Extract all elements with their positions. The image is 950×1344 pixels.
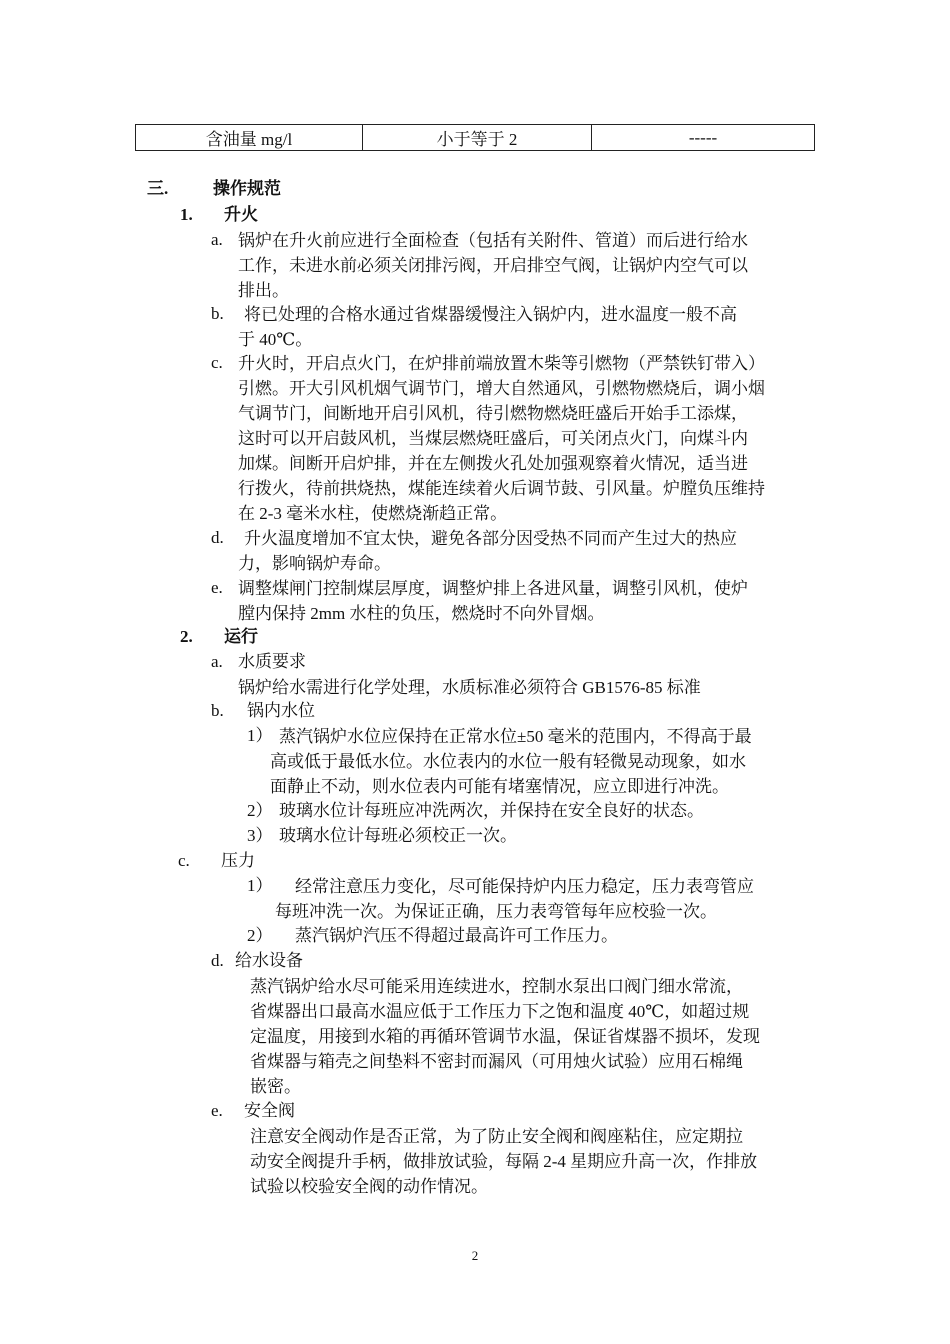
item-title: 给水设备 (235, 951, 303, 970)
list-text: 经常注意压力变化，尽可能保持炉内压力稳定，压力表弯管应 每班冲洗一次。为保证正确，压力表弯管每年应校验一次。 (275, 877, 754, 921)
table-row (136, 125, 815, 151)
item-text: 调整煤闸门控制煤层厚度，调整炉排上各进风量，调整引风机，使炉 膛内保持 2mm 水柱的负压，燃烧时不向外冒烟。 (238, 579, 748, 623)
item-label: a. (211, 652, 223, 671)
list-number: 2） (247, 926, 273, 945)
item-title: 安全阀 (244, 1101, 295, 1120)
item-label: e. (211, 578, 223, 597)
subsection-number: 2. (180, 627, 193, 646)
table-cell: 小于等于 2 (363, 125, 592, 151)
subsection-title: 升火 (224, 205, 258, 224)
spec-table (135, 124, 815, 151)
list-text: 玻璃水位计每班必须校正一次。 (279, 826, 517, 845)
item-label: a. (211, 230, 223, 249)
list-text: 玻璃水位计每班应冲洗两次，并保持在安全良好的状态。 (279, 801, 704, 820)
section-number: 三. (147, 179, 169, 198)
item-text: 蒸汽锅炉给水尽可能采用连续进水，控制水泵出口阀门细水常流， 省煤器出口最高水温应低于工作压力下之饱和温度 40℃，如超过规 定温度，用接到水箱的再循环管调节水温，保证省煤器不损坏，发现 省煤器与箱壳之间垫料不密封而漏风（可用烛火试验）应用石棉绳 嵌密。 (250, 977, 760, 1096)
item-text: 升火时，开启点火门，在炉排前端放置木柴等引燃物（严禁铁钉带入） 引燃。开大引风机烟气调节门，增大自然通风，引燃物燃烧后，调小烟 气调节门，间断地开启引风机，待引燃物燃烧旺盛后开始手工添煤， 这时可以开启鼓风机，当煤层燃烧旺盛后，可关闭点火门，向煤斗内 加煤。间断开启炉排，并在左侧拨火孔处加强观察着火情况，适当进 行拨火，待前拱烧热，煤能连续着火后调节鼓、引风量。炉膛负压维持 在 2-3 毫米水柱，使燃烧渐趋正常。 (238, 354, 765, 523)
section-title: 操作规范 (213, 179, 281, 198)
item-text: 锅炉给水需进行化学处理，水质标准必须符合 GB1576-85 标准 (238, 678, 701, 697)
subsection-number: 1. (180, 205, 193, 224)
list-number: 3） (247, 826, 273, 845)
table-cell: 含油量 mg/l (136, 125, 363, 151)
table-cell: ----- (592, 125, 815, 151)
item-title: 锅内水位 (247, 701, 315, 720)
list-text: 蒸汽锅炉水位应保持在正常水位±50 毫米的范围内，不得高于最 高或低于最低水位。水位表内的水位一般有轻微晃动现象，如水 面静止不动，则水位表内可能有堵塞情况，应立即进行冲洗。 (270, 727, 752, 796)
item-label: b. (211, 304, 224, 323)
item-label: d. (211, 951, 224, 970)
item-title: 水质要求 (238, 652, 306, 671)
list-number: 2） (247, 801, 273, 820)
item-text: 锅炉在升火前应进行全面检查（包括有关附件、管道）而后进行给水 工作，未进水前必须关闭排污阀，开启排空气阀，让锅炉内空气可以 排出。 (238, 231, 748, 300)
item-label: c. (178, 851, 190, 870)
item-text: 注意安全阀动作是否正常，为了防止安全阀和阀座粘住，应定期拉 动安全阀提升手柄，做排放试验，每隔 2-4 星期应升高一次，作排放 试验以校验安全阀的动作情况。 (250, 1127, 758, 1196)
list-text: 蒸汽锅炉汽压不得超过最高许可工作压力。 (295, 926, 618, 945)
item-label: d. (211, 528, 224, 547)
list-number: 1） (247, 876, 273, 895)
item-label: b. (211, 701, 224, 720)
item-label: e. (211, 1101, 223, 1120)
page-number: 2 (471, 1248, 479, 1263)
list-number: 1） (247, 726, 273, 745)
item-text: 升火温度增加不宜太快，避免各部分因受热不同而产生过大的热应 力，影响锅炉寿命。 (238, 529, 737, 573)
item-title: 压力 (221, 851, 255, 870)
item-label: c. (211, 353, 223, 372)
item-text: 将已处理的合格水通过省煤器缓慢注入锅炉内，进水温度一般不高 于 40℃。 (238, 305, 737, 349)
subsection-title: 运行 (224, 627, 258, 646)
